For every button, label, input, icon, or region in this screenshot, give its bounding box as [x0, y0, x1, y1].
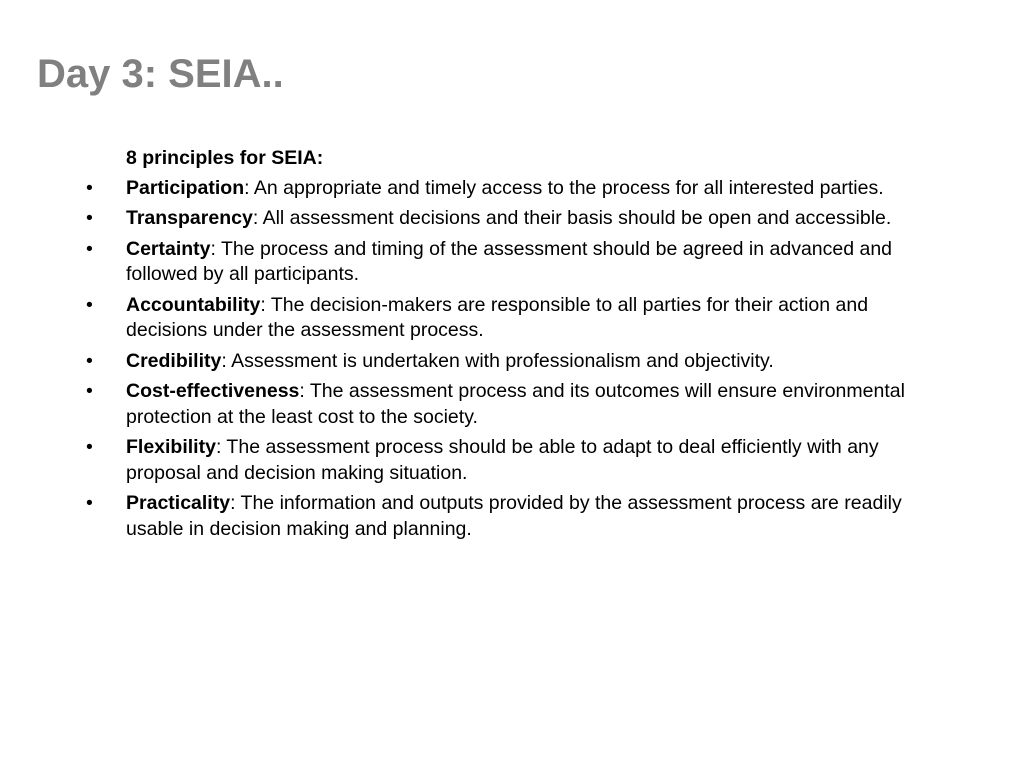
principle-description: : The information and outputs provided by the assessment process are readily usable in decision making and planning. — [126, 492, 902, 540]
principle-description: : The process and timing of the assessment should be agreed in advanced and followed by all participants. — [126, 237, 893, 285]
list-item — [86, 176, 936, 202]
principle-term: Certainty — [126, 237, 211, 260]
principle-description: : Assessment is undertaken with professionalism and objectivity. — [221, 349, 774, 372]
list-item — [86, 491, 936, 542]
bullet-icon: • — [86, 207, 93, 229]
list-item — [86, 293, 936, 344]
principle-description: : An appropriate and timely access to the process for all interested parties. — [244, 176, 884, 199]
list-item — [86, 435, 936, 486]
list-item — [86, 349, 936, 375]
bullet-icon: • — [86, 237, 93, 260]
bullet-icon: • — [86, 176, 93, 199]
bullet-icon: • — [86, 380, 93, 402]
principle-description: : The decision-makers are responsible to all parties for their action and decisions under the assessment process. — [126, 293, 869, 341]
bullet-icon: • — [86, 293, 93, 316]
principle-term: Flexibility — [126, 436, 216, 458]
list-item — [86, 237, 936, 288]
principle-term: Transparency — [126, 207, 253, 229]
principle-term: Participation — [126, 176, 245, 199]
principles-intro: 8 principles for SEIA: — [126, 147, 324, 169]
principle-term: Credibility — [126, 349, 222, 372]
slide-title: Day 3: SEIA.. — [37, 52, 284, 96]
principle-term: Practicality — [126, 492, 231, 514]
principle-description: : The assessment process and its outcomes will ensure environmental protection at the least cost to the society. — [126, 380, 905, 428]
bullet-icon: • — [86, 492, 93, 514]
bullet-icon: • — [86, 436, 93, 458]
principle-term: Cost-effectiveness — [126, 380, 300, 402]
principle-description: : The assessment process should be able to adapt to deal efficiently with any proposal and decision making situation. — [126, 436, 879, 484]
bullet-icon: • — [86, 349, 93, 372]
slide-content — [86, 146, 936, 547]
list-item — [86, 379, 936, 430]
principle-term: Accountability — [126, 293, 261, 316]
principle-description: : All assessment decisions and their basis should be open and accessible. — [252, 207, 892, 229]
list-item — [86, 206, 936, 232]
principles-list — [86, 176, 936, 543]
